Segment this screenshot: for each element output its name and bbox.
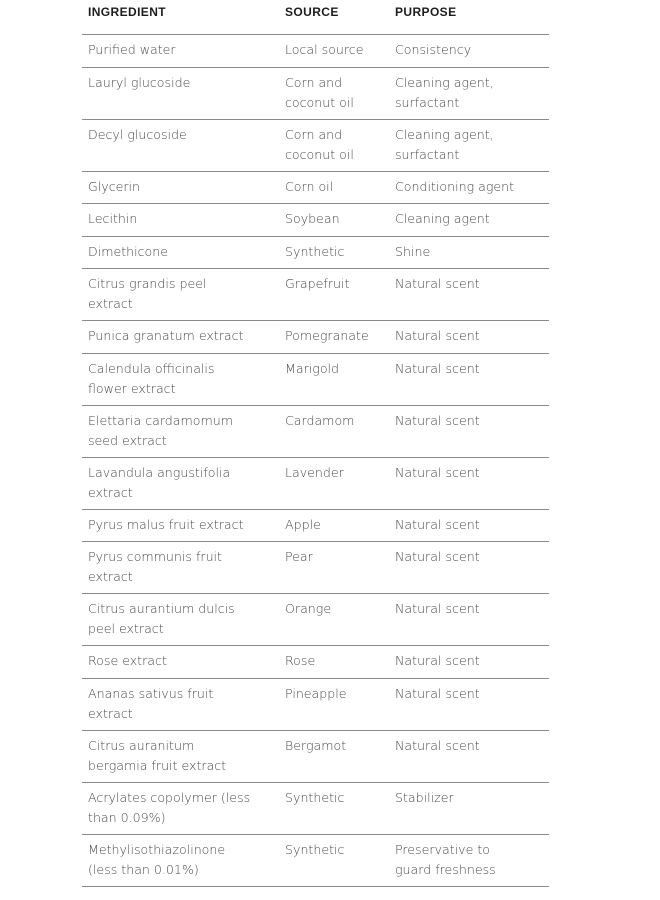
- cell-purpose-line: Stabilizer: [395, 789, 454, 805]
- cell-source-line: Corn and: [285, 74, 343, 90]
- header-purpose: PURPOSE: [395, 5, 457, 19]
- cell-purpose: [389, 835, 549, 880]
- table-row: [82, 510, 549, 543]
- cell-source: [279, 269, 389, 294]
- cell-ingredient-line: Punica granatum extract: [88, 328, 244, 343]
- table-row: [82, 204, 549, 237]
- cell-ingredient: [82, 835, 279, 880]
- cell-source: [279, 321, 389, 346]
- table-row: [82, 68, 549, 120]
- cell-source: [279, 510, 389, 535]
- cell-source: [279, 542, 389, 567]
- cell-purpose-line: Preservative to: [395, 841, 490, 857]
- cell-purpose-line: Cleaning agent,: [395, 126, 494, 142]
- cell-source: [279, 204, 389, 229]
- cell-ingredient-line: Calendula officinalis: [88, 360, 215, 376]
- cell-source-line: Marigold: [285, 360, 340, 376]
- cell-ingredient-line: Pyrus malus fruit extract: [88, 516, 244, 532]
- table-row: [82, 269, 549, 321]
- cell-purpose: [389, 237, 549, 262]
- header-source: SOURCE: [285, 5, 339, 19]
- cell-ingredient-line: (less than 0.01%): [88, 861, 199, 877]
- cell-purpose-line: Natural scent: [395, 276, 480, 291]
- cell-ingredient: [82, 68, 279, 93]
- cell-ingredient: [82, 204, 279, 229]
- table-row: [82, 354, 549, 406]
- table-row: [82, 172, 549, 205]
- cell-purpose: [389, 269, 549, 294]
- cell-purpose: [389, 731, 549, 756]
- cell-ingredient-line: Lauryl glucoside: [88, 74, 191, 90]
- cell-purpose-line: Natural scent: [395, 328, 480, 343]
- cell-ingredient: [82, 510, 279, 535]
- table-row: [82, 783, 549, 835]
- cell-source: [279, 35, 389, 60]
- cell-source-line: Soybean: [285, 211, 340, 226]
- table-row: [82, 458, 549, 510]
- cell-source: [279, 68, 389, 113]
- cell-ingredient-line: Citrus auranitum: [88, 737, 195, 753]
- cell-ingredient: [82, 35, 279, 60]
- cell-purpose-line: Consistency: [395, 42, 472, 57]
- cell-source-line: coconut oil: [285, 94, 354, 110]
- cell-ingredient-line: Acrylates copolymer (less: [88, 789, 251, 805]
- cell-ingredient: [82, 172, 279, 197]
- header-ingredient: INGREDIENT: [88, 5, 167, 19]
- cell-ingredient-line: extract: [88, 569, 133, 584]
- cell-ingredient: [82, 269, 279, 314]
- cell-source-line: Pear: [285, 549, 313, 564]
- cell-purpose-line: Natural scent: [395, 516, 480, 532]
- cell-source-line: Apple: [285, 516, 321, 532]
- ingredients-table: [82, 0, 549, 887]
- cell-ingredient: [82, 783, 279, 828]
- cell-source-line: Orange: [285, 601, 332, 616]
- cell-ingredient-line: Elettaria cardamomum: [88, 412, 233, 428]
- cell-purpose: [389, 594, 549, 619]
- table-row: [82, 679, 549, 731]
- cell-ingredient: [82, 237, 279, 262]
- cell-purpose: [389, 646, 549, 671]
- cell-purpose-line: Natural scent: [395, 412, 480, 428]
- cell-source-line: Bergamot: [285, 737, 347, 753]
- cell-source: [279, 646, 389, 671]
- cell-source-line: Corn oil: [285, 178, 334, 194]
- cell-ingredient: [82, 731, 279, 776]
- cell-purpose-line: Natural scent: [395, 464, 480, 480]
- cell-ingredient: [82, 354, 279, 399]
- cell-source-line: Synthetic: [285, 841, 345, 857]
- cell-purpose: [389, 68, 549, 113]
- cell-purpose-line: Natural scent: [395, 685, 480, 701]
- cell-source-line: Pomegranate: [285, 328, 369, 343]
- cell-ingredient: [82, 679, 279, 724]
- cell-ingredient-line: Ananas sativus fruit: [88, 685, 214, 701]
- cell-purpose-line: Natural scent: [395, 737, 480, 753]
- cell-ingredient-line: peel extract: [88, 621, 164, 636]
- cell-purpose-line: guard freshness: [395, 861, 496, 877]
- table-row: [82, 542, 549, 594]
- cell-source-line: Synthetic: [285, 243, 345, 259]
- cell-purpose: [389, 35, 549, 60]
- table-row: [82, 646, 549, 679]
- cell-purpose-line: Cleaning agent: [395, 211, 490, 226]
- table-row: [82, 321, 549, 354]
- table-body: [82, 35, 549, 887]
- table-row: [82, 237, 549, 270]
- cell-source: [279, 406, 389, 431]
- cell-source: [279, 835, 389, 860]
- cell-ingredient-line: flower extract: [88, 380, 176, 396]
- cell-source: [279, 354, 389, 379]
- cell-ingredient-line: seed extract: [88, 432, 167, 448]
- table-row: [82, 835, 549, 887]
- cell-source-line: Lavender: [285, 464, 344, 480]
- cell-source-line: Corn and: [285, 126, 343, 142]
- cell-ingredient: [82, 321, 279, 346]
- cell-ingredient: [82, 646, 279, 671]
- cell-ingredient-line: Purified water: [88, 42, 176, 57]
- cell-purpose-line: Natural scent: [395, 601, 480, 616]
- cell-ingredient-line: Decyl glucoside: [88, 126, 187, 142]
- cell-purpose: [389, 510, 549, 535]
- cell-purpose: [389, 204, 549, 229]
- cell-purpose: [389, 679, 549, 704]
- cell-ingredient-line: Pyrus communis fruit: [88, 549, 222, 564]
- table-row: [82, 594, 549, 646]
- table-row: [82, 120, 549, 172]
- cell-ingredient: [82, 458, 279, 503]
- cell-ingredient: [82, 406, 279, 451]
- cell-purpose: [389, 321, 549, 346]
- cell-ingredient-line: extract: [88, 705, 133, 721]
- cell-source-line: Cardamom: [285, 412, 355, 428]
- cell-source-line: Rose: [285, 653, 316, 668]
- cell-source: [279, 172, 389, 197]
- cell-purpose: [389, 783, 549, 808]
- cell-purpose: [389, 354, 549, 379]
- cell-purpose-line: Shine: [395, 243, 431, 259]
- cell-source: [279, 458, 389, 483]
- cell-ingredient: [82, 120, 279, 145]
- cell-purpose-line: Natural scent: [395, 549, 480, 564]
- cell-ingredient: [82, 594, 279, 639]
- cell-purpose-line: Conditioning agent: [395, 178, 515, 194]
- cell-purpose: [389, 542, 549, 567]
- table-row: [82, 731, 549, 783]
- cell-ingredient-line: Citrus grandis peel: [88, 276, 207, 291]
- cell-ingredient-line: than 0.09%): [88, 809, 166, 825]
- cell-ingredient-line: Lavandula angustifolia: [88, 464, 231, 480]
- cell-purpose: [389, 406, 549, 431]
- table-row: [82, 406, 549, 458]
- cell-source: [279, 237, 389, 262]
- cell-source-line: Pineapple: [285, 685, 347, 701]
- cell-source-line: Grapefruit: [285, 276, 350, 291]
- cell-ingredient: [82, 542, 279, 587]
- cell-ingredient-line: Lecithin: [88, 211, 138, 226]
- cell-ingredient-line: Dimethicone: [88, 243, 168, 259]
- cell-source: [279, 783, 389, 808]
- cell-purpose-line: Cleaning agent,: [395, 74, 494, 90]
- cell-ingredient-line: bergamia fruit extract: [88, 757, 227, 773]
- cell-purpose-line: Natural scent: [395, 653, 480, 668]
- cell-source-line: coconut oil: [285, 146, 354, 162]
- cell-source: [279, 731, 389, 756]
- cell-ingredient-line: Glycerin: [88, 178, 141, 194]
- cell-source: [279, 120, 389, 165]
- table-header: [82, 0, 549, 35]
- cell-purpose-line: surfactant: [395, 94, 460, 110]
- cell-source: [279, 679, 389, 704]
- cell-purpose: [389, 458, 549, 483]
- cell-ingredient-line: Methylisothiazolinone: [88, 841, 226, 857]
- cell-source-line: Local source: [285, 42, 364, 57]
- cell-purpose-line: surfactant: [395, 146, 460, 162]
- cell-source: [279, 594, 389, 619]
- cell-source-line: Synthetic: [285, 789, 345, 805]
- cell-purpose-line: Natural scent: [395, 360, 480, 376]
- cell-purpose: [389, 172, 549, 197]
- cell-ingredient-line: extract: [88, 484, 133, 500]
- cell-ingredient-line: Citrus aurantium dulcis: [88, 601, 235, 616]
- table-row: [82, 35, 549, 68]
- cell-ingredient-line: extract: [88, 296, 133, 311]
- cell-purpose: [389, 120, 549, 165]
- cell-ingredient-line: Rose extract: [88, 653, 167, 668]
